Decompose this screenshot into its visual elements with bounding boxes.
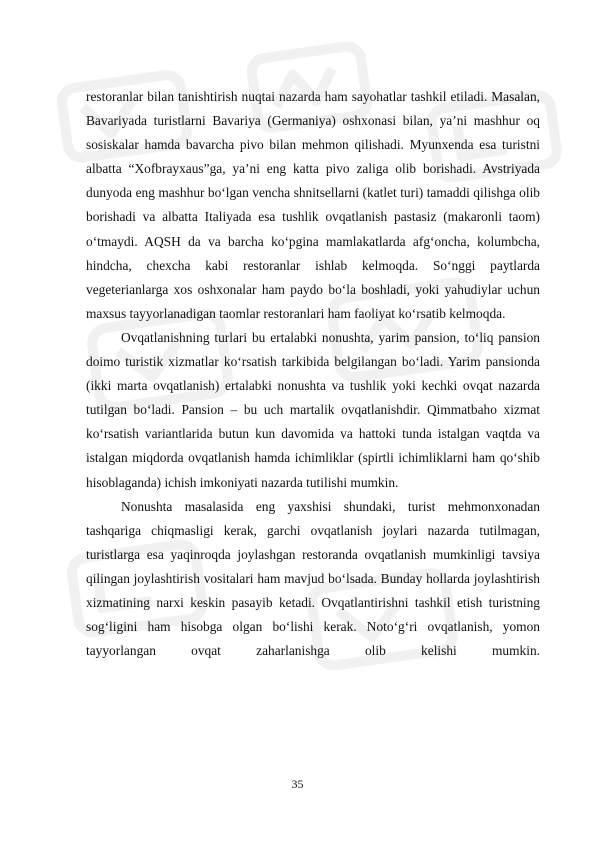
document-body [86, 85, 540, 663]
paragraph-3: Nonushta masalasida eng yaxshisi shundaki, turist mehmonxonadan tashqariga chiqmasligi kerak, garchi ovqatlanish joylari nazarda tutilmagan, turistlarga esa yaqinroqda joylashgan restoranda ovqatlanish mumkinligi tavsiya qilingan joylashtirish vositalari ham mavjud bo‘lsada. Bunday hollarda joylashtirish xizmatining narxi keskin pasayib ketadi. Ovqatlantirishni tashkil etish turistning sog‘ligini ham hisobga olgan bo‘lishi kerak. Noto‘g‘ri ovqatlanish, yomon tayyorlangan ovqat zaharlanishga olib kelishi mumkin. [86, 498, 540, 659]
paragraph-1: restoranlar bilan tanishtirish nuqtai nazarda ham sayohatlar tashkil etiladi. Masalan, Bavariyada turistlarni Bavariya (Germaniya) oshxonasi bilan, ya’ni mashhur oq sosiskalar hamda bavarcha pivo bilan mehmon qilishadi. Myunxenda esa turistni albatta “Xofbrayxaus”ga, ya’ni eng katta pivo zaliga olib borishadi. Avstriyada dunyoda eng mashhur bo‘lgan vencha shnitsellarni (katlet turi) tamaddi qilishga olib borishadi va albatta Italiyada esa tushlik ovqatlanish pastasiz (makaronli taom) o‘tmaydi. AQSH da va barcha ko‘pgina mamlakatlarda afg‘oncha, kolumbcha, hindcha, chexcha kabi restoranlar ishlab kelmoqda. So‘nggi paytlarda vegeterianlarga xos oshxonalar ham paydo bo‘la boshladi, yoki yahudiylar uchun maxsus tayyorlanadigan taomlar restoranlari ham faoliyat ko‘rsatib kelmoqda. [86, 89, 540, 321]
paragraph-2: Ovqatlanishning turlari bu ertalabki nonushta, yarim pansion, to‘liq pansion doimo turistik xizmatlar ko‘rsatish tarkibida belgilangan bo‘ladi. Yarim pansionda (ikki marta ovqatlanish) ertalabki nonushta va tushlik yoki kechki ovqat nazarda tutilgan bo‘ladi. Pansion – bu uch martalik ovqatlanishdir. Qimmatbaho xizmat ko‘rsatish variantlarida butun kun davomida va hattoki tunda istalgan vaqtda va istalgan miqdorda ovqatlanish hamda ichimliklar (spirtli ichimliklarni ham qo‘shib hisoblaganda) ichish imkoniyati nazarda tutilishi mumkin. [86, 329, 540, 490]
page-number: 35 [291, 777, 304, 791]
